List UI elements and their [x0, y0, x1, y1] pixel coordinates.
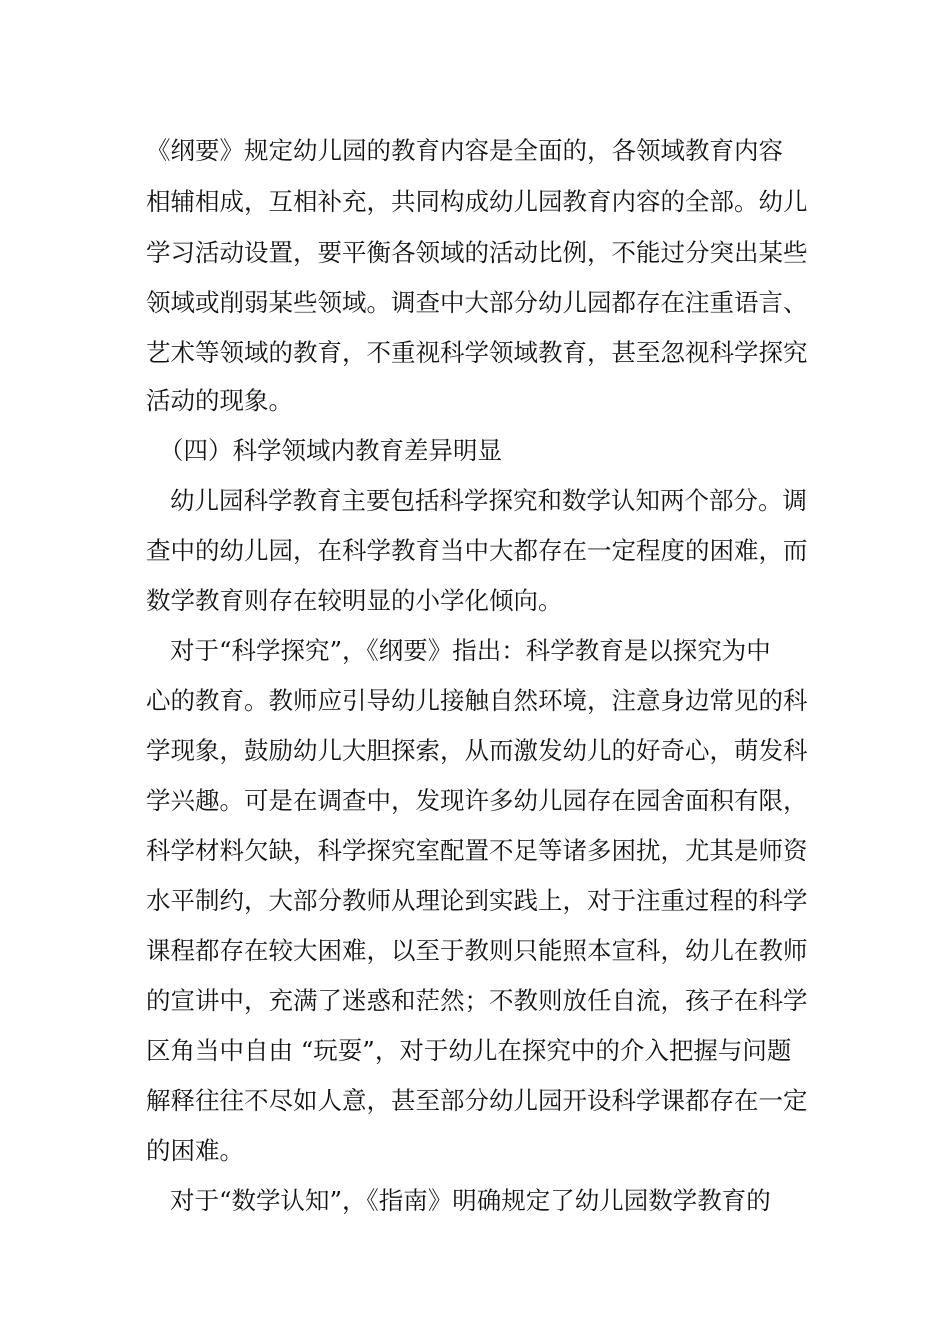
section-heading: （四）科学领域内教育差异明显 — [159, 436, 502, 465]
text-line-5: 艺术等领域的教育，不重视科学领域教育，甚至忽视科学探究 — [146, 338, 808, 367]
text-line-15: 科学材料欠缺，科学探究室配置不足等诸多困扰，尤其是师资 — [146, 836, 808, 865]
text-line-19: 区角当中自由 “玩耍”，对于幼儿在探究中的介入把握与问题 — [146, 1036, 792, 1065]
text-line-9: 查中的幼儿园，在科学教育当中大都存在一定程度的困难，而 — [146, 536, 808, 565]
text-line-22: 对于“数学认知”，《指南》明确规定了幼儿园数学教育的 — [170, 1186, 771, 1215]
text-line-16: 水平制约，大部分教师从理论到实践上，对于注重过程的科学 — [146, 886, 808, 915]
text-line-17: 课程都存在较大困难，以至于教则只能照本宣科，幼儿在教师 — [146, 936, 808, 965]
text-line-20: 解释往往不尽如人意，甚至部分幼儿园开设科学课都存在一定 — [146, 1086, 808, 1115]
text-line-1: 《纲要》规定幼儿园的教育内容是全面的，各领域教育内容 — [146, 136, 783, 165]
text-line-13: 学现象，鼓励幼儿大胆探索，从而激发幼儿的好奇心，萌发科 — [146, 736, 808, 765]
text-line-21: 的困难。 — [146, 1136, 244, 1165]
text-line-12: 心的教育。教师应引导幼儿接触自然环境，注意身边常见的科 — [146, 686, 808, 715]
text-line-8: 幼儿园科学教育主要包括科学探究和数学认知两个部分。调 — [170, 486, 807, 515]
text-line-14: 学兴趣。可是在调查中，发现许多幼儿园存在园舍面积有限， — [146, 786, 808, 815]
text-line-4: 领域或削弱某些领域。调查中大部分幼儿园都存在注重语言、 — [146, 288, 808, 317]
text-line-18: 的宣讲中，充满了迷惑和茫然；不教则放任自流，孩子在科学 — [146, 986, 808, 1015]
text-line-6: 活动的现象。 — [146, 386, 293, 415]
text-line-10: 数学教育则存在较明显的小学化倾向。 — [146, 586, 563, 615]
text-line-11: 对于“科学探究”，《纲要》指出：科学教育是以探究为中 — [170, 636, 771, 665]
text-line-2: 相辅相成，互相补充，共同构成幼儿园教育内容的全部。幼儿 — [146, 187, 808, 216]
text-line-3: 学习活动设置，要平衡各领域的活动比例，不能过分突出某些 — [146, 238, 808, 267]
